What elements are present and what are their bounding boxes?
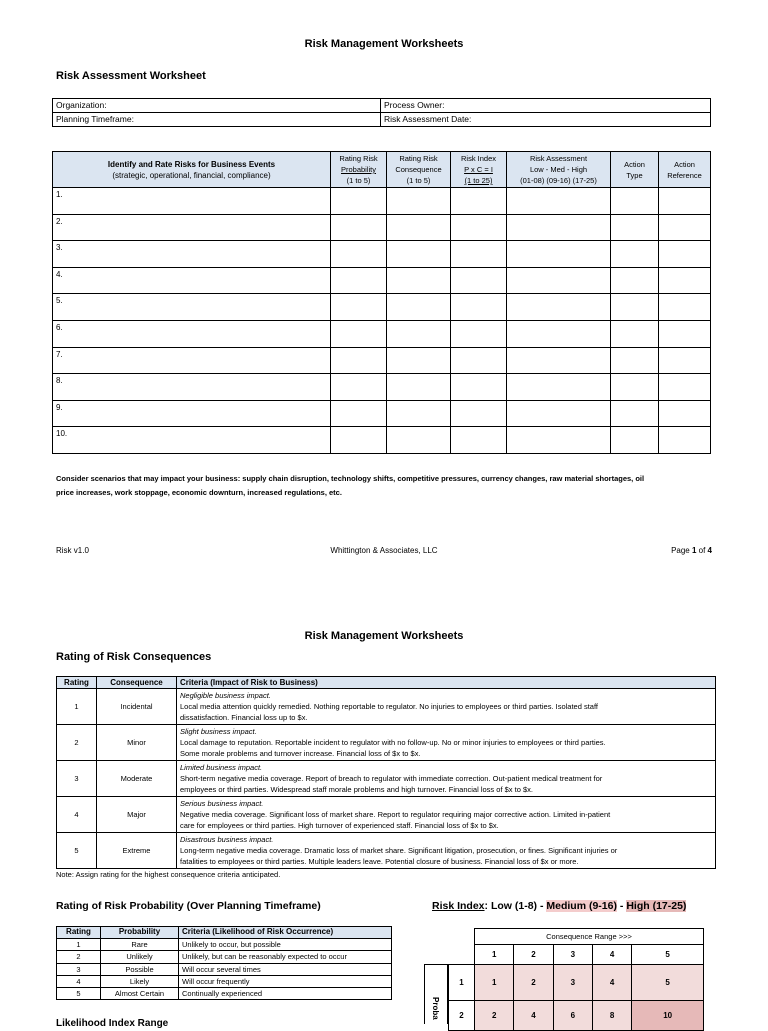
consequence-row xyxy=(57,725,716,761)
action-type-cell[interactable] xyxy=(611,347,659,374)
header-identify xyxy=(53,152,331,188)
consequence-criteria-line2: care for employees or third parties. High turnover of experienced staff. Financial loss of $x to $x. xyxy=(180,821,499,830)
header-probability xyxy=(331,152,387,188)
consequence-criteria-line2: Some morale problems and turnover increase. Financial loss of $x to $x. xyxy=(180,749,421,758)
consequence-row xyxy=(57,797,716,833)
matrix-col-label: 3 xyxy=(553,945,592,965)
consequence-impact: Slight business impact. xyxy=(180,727,257,736)
probability-name: Likely xyxy=(101,975,179,987)
matrix-cell: 2 xyxy=(475,1001,514,1031)
consequences-table xyxy=(56,676,716,869)
consequence-criteria-line1: Local damage to reputation. Reportable incident to regulator with no follow-up. No or minor injuries to employees or third parties. xyxy=(180,738,606,747)
planning-timeframe-label: Planning Timeframe: xyxy=(56,114,134,124)
matrix-cell: 1 xyxy=(475,965,514,1001)
consequence-cell[interactable] xyxy=(387,347,451,374)
risk-event-cell[interactable]: 7. xyxy=(53,347,331,374)
matrix-side-label-box xyxy=(424,964,448,1024)
header-action-ref-line2: Reference xyxy=(667,170,702,180)
action-type-cell[interactable] xyxy=(611,214,659,241)
action-type-cell[interactable] xyxy=(611,427,659,454)
consequence-criteria xyxy=(177,725,716,761)
risk-assessment-cell[interactable] xyxy=(507,400,611,427)
probability-row xyxy=(57,951,392,963)
probability-criteria: Unlikely, but can be reasonably expected to occur xyxy=(179,951,392,963)
cons-header-criteria: Criteria (Impact of Risk to Business) xyxy=(177,677,716,689)
matrix-cell: 10 xyxy=(632,1001,704,1031)
header-prob-line3: (1 to 5) xyxy=(346,176,371,185)
probability-cell[interactable] xyxy=(331,320,387,347)
consequence-criteria-line2: dissatisfaction. Financial loss up to $x. xyxy=(180,713,308,722)
consequence-criteria-line1: Short-term negative media coverage. Report of breach to regulator with immediate correction. Out-patient medical treatment for xyxy=(180,774,603,783)
risk-index-medium: Medium (9-16) xyxy=(546,900,617,912)
header-risk-index xyxy=(451,152,507,188)
action-reference-cell[interactable] xyxy=(659,294,711,321)
action-reference-cell[interactable] xyxy=(659,427,711,454)
probability-name: Almost Certain xyxy=(101,988,179,1000)
risk-index-cell[interactable] xyxy=(451,267,507,294)
matrix-corner-2 xyxy=(449,945,475,965)
probability-rating: 5 xyxy=(57,988,101,1000)
scenarios-note-line1: Consider scenarios that may impact your business: supply chain disruption, technology shifts, competitive pressures, currency changes, raw material shortages, oil xyxy=(56,474,645,483)
risk-index-sep-1: - xyxy=(537,900,547,912)
probability-cell[interactable] xyxy=(331,400,387,427)
probability-cell[interactable] xyxy=(331,188,387,215)
page2-title: Risk Management Worksheets xyxy=(304,630,464,642)
footer-page-of: of xyxy=(696,546,708,555)
consequence-criteria xyxy=(177,833,716,869)
consequence-cell[interactable] xyxy=(387,267,451,294)
probability-criteria: Continually experienced xyxy=(179,988,392,1000)
consequence-row xyxy=(57,833,716,869)
action-type-cell[interactable] xyxy=(611,241,659,268)
consequence-name: Major xyxy=(97,797,177,833)
risk-row xyxy=(53,400,711,427)
risk-event-cell[interactable]: 2. xyxy=(53,214,331,241)
matrix-cell: 6 xyxy=(553,1001,592,1031)
probability-rating: 1 xyxy=(57,939,101,951)
risk-event-cell[interactable]: 10. xyxy=(53,427,331,454)
org-info-table xyxy=(52,98,711,127)
likelihood-partial-title: Likelihood Index Range xyxy=(56,1018,169,1029)
risk-row xyxy=(53,320,711,347)
risk-row xyxy=(53,427,711,454)
risk-index-label: Risk Index xyxy=(432,900,485,912)
consequence-criteria-line1: Long-term negative media coverage. Dramatic loss of market share. Significant litigation, prosecution, or fines. Significant injuries or xyxy=(180,846,618,855)
consequence-rating: 2 xyxy=(57,725,97,761)
matrix-row xyxy=(449,1001,704,1031)
matrix-col-label: 2 xyxy=(514,945,553,965)
header-index-line1: Risk Index xyxy=(460,154,496,163)
header-prob-line1: Rating Risk xyxy=(339,154,378,163)
consequence-cell[interactable] xyxy=(387,374,451,401)
probability-rating: 4 xyxy=(57,975,101,987)
risk-event-cell[interactable]: 1. xyxy=(53,188,331,215)
risk-assessment-cell[interactable] xyxy=(507,267,611,294)
risk-event-cell[interactable]: 9. xyxy=(53,400,331,427)
risk-assessment-cell[interactable] xyxy=(507,427,611,454)
probability-cell[interactable] xyxy=(331,347,387,374)
risk-assessment-cell[interactable] xyxy=(507,188,611,215)
scenarios-note xyxy=(56,472,716,500)
organization-label: Organization: xyxy=(56,100,107,110)
matrix-col-label: 5 xyxy=(632,945,704,965)
matrix-corner xyxy=(449,929,475,945)
probability-name: Possible xyxy=(101,963,179,975)
header-index-line3: (1 to 25) xyxy=(464,176,493,185)
risk-assessment-cell[interactable] xyxy=(507,347,611,374)
consequence-criteria-line2: employees or third parties. Widespread staff morale problems and high turnover. Financial loss of $x to $x. xyxy=(180,785,533,794)
risk-event-cell[interactable]: 4. xyxy=(53,267,331,294)
risk-matrix xyxy=(448,928,704,1031)
header-cons-line1: Rating Risk xyxy=(399,154,438,163)
risk-index-low: Low (1-8) xyxy=(490,900,538,912)
risk-assessment-cell[interactable] xyxy=(507,320,611,347)
probability-cell[interactable] xyxy=(331,241,387,268)
action-reference-cell[interactable] xyxy=(659,374,711,401)
prob-header-criteria: Criteria (Likelihood of Risk Occurrence) xyxy=(179,927,392,939)
consequence-name: Moderate xyxy=(97,761,177,797)
risk-index-cell[interactable] xyxy=(451,294,507,321)
planning-timeframe-field[interactable] xyxy=(53,113,381,127)
consequence-row xyxy=(57,689,716,725)
action-type-cell[interactable] xyxy=(611,374,659,401)
consequence-criteria xyxy=(177,797,716,833)
consequence-cell[interactable] xyxy=(387,188,451,215)
footer-page-current: 1 xyxy=(691,546,697,555)
matrix-cell: 2 xyxy=(514,965,553,1001)
matrix-cell: 5 xyxy=(632,965,704,1001)
consequence-impact: Disastrous business impact. xyxy=(180,835,274,844)
consequence-rating: 4 xyxy=(57,797,97,833)
action-reference-cell[interactable] xyxy=(659,347,711,374)
header-assess-line2: Low - Med - High xyxy=(529,165,588,174)
probability-row xyxy=(57,963,392,975)
process-owner-field[interactable] xyxy=(381,99,711,113)
consequence-cell[interactable] xyxy=(387,427,451,454)
header-action-type-line1: Action xyxy=(624,159,645,169)
risk-index-cell[interactable] xyxy=(451,374,507,401)
matrix-cell: 8 xyxy=(592,1001,631,1031)
risk-event-cell[interactable]: 5. xyxy=(53,294,331,321)
risk-index-cell[interactable] xyxy=(451,427,507,454)
consequence-rating: 1 xyxy=(57,689,97,725)
header-cons-line2: Consequence xyxy=(395,165,442,174)
risk-row xyxy=(53,214,711,241)
action-reference-cell[interactable] xyxy=(659,400,711,427)
action-reference-cell[interactable] xyxy=(659,267,711,294)
risk-assessment-cell[interactable] xyxy=(507,241,611,268)
section-title: Risk Assessment Worksheet xyxy=(56,70,206,82)
cons-header-consequence: Consequence xyxy=(97,677,177,689)
consequence-criteria xyxy=(177,689,716,725)
matrix-col-label: 1 xyxy=(475,945,514,965)
organization-field[interactable] xyxy=(53,99,381,113)
consequence-impact: Negligible business impact. xyxy=(180,691,271,700)
header-action-type xyxy=(611,152,659,188)
matrix-cell: 3 xyxy=(553,965,592,1001)
consequences-note: Note: Assign rating for the highest consequence criteria anticipated. xyxy=(56,870,281,879)
risk-row xyxy=(53,241,711,268)
consequence-criteria-line1: Negative media coverage. Significant loss of market share. Report to regulator requiring major corrective action. Limited in-patient xyxy=(180,810,611,819)
risk-index-cell[interactable] xyxy=(451,400,507,427)
header-identify-line2: (strategic, operational, financial, compliance) xyxy=(112,170,271,180)
header-index-line2: P x C = I xyxy=(464,165,493,174)
probability-criteria: Will occur frequently xyxy=(179,975,392,987)
probability-name: Unlikely xyxy=(101,951,179,963)
probability-title: Rating of Risk Probability (Over Planning Timeframe) xyxy=(56,900,321,912)
page-title: Risk Management Worksheets xyxy=(304,38,464,50)
consequence-name: Incidental xyxy=(97,689,177,725)
prob-header-rating: Rating xyxy=(57,927,101,939)
risk-assessment-cell[interactable] xyxy=(507,214,611,241)
action-type-cell[interactable] xyxy=(611,400,659,427)
footer-company: Whittington & Associates, LLC xyxy=(330,546,438,555)
consequence-criteria xyxy=(177,761,716,797)
action-reference-cell[interactable] xyxy=(659,241,711,268)
header-action-type-line2: Type xyxy=(626,170,643,180)
action-reference-cell[interactable] xyxy=(659,320,711,347)
footer-page-number xyxy=(671,546,712,555)
risk-event-cell[interactable]: 6. xyxy=(53,320,331,347)
matrix-side-label: Proba xyxy=(431,997,440,1020)
consequence-cell[interactable] xyxy=(387,241,451,268)
consequences-title: Rating of Risk Consequences xyxy=(56,651,212,663)
action-type-cell[interactable] xyxy=(611,320,659,347)
consequence-criteria-line2: fatalities to employees or third parties. Multiple leaders leave. Potential closure of business. Financial loss of $x or more. xyxy=(180,857,579,866)
risk-event-cell[interactable]: 8. xyxy=(53,374,331,401)
action-type-cell[interactable] xyxy=(611,188,659,215)
matrix-row xyxy=(449,965,704,1001)
consequence-cell[interactable] xyxy=(387,294,451,321)
action-reference-cell[interactable] xyxy=(659,214,711,241)
footer-page-prefix: Page xyxy=(671,546,692,555)
risk-row xyxy=(53,347,711,374)
consequence-impact: Serious business impact. xyxy=(180,799,264,808)
prob-header-probability: Probability xyxy=(101,927,179,939)
matrix-col-label: 4 xyxy=(592,945,631,965)
header-action-ref-line1: Action xyxy=(674,159,695,169)
consequence-impact: Limited business impact. xyxy=(180,763,263,772)
probability-name: Rare xyxy=(101,939,179,951)
risk-row xyxy=(53,294,711,321)
risk-index-sep-2: - xyxy=(616,900,627,912)
consequence-criteria-line1: Local media attention quickly remedied. Nothing reportable to regulator. No injuries to employees or third parties. Isolated staff xyxy=(180,702,599,711)
risk-worksheet-table xyxy=(52,151,711,454)
probability-table xyxy=(56,926,392,1000)
scenarios-note-line2: price increases, work stoppage, economic downturn, increased regulations, etc. xyxy=(56,488,342,497)
risk-assessment-cell[interactable] xyxy=(507,374,611,401)
probability-criteria: Unlikely to occur, but possible xyxy=(179,939,392,951)
risk-assessment-date-field[interactable] xyxy=(381,113,711,127)
matrix-cell: 4 xyxy=(514,1001,553,1031)
matrix-cell: 4 xyxy=(592,965,631,1001)
action-reference-cell[interactable] xyxy=(659,188,711,215)
risk-row xyxy=(53,267,711,294)
header-risk-assessment xyxy=(507,152,611,188)
probability-row xyxy=(57,939,392,951)
consequence-cell[interactable] xyxy=(387,214,451,241)
consequence-rating: 5 xyxy=(57,833,97,869)
risk-index-cell[interactable] xyxy=(451,320,507,347)
probability-rating: 2 xyxy=(57,951,101,963)
probability-cell[interactable] xyxy=(331,214,387,241)
matrix-row-label: 2 xyxy=(449,1001,475,1031)
probability-cell[interactable] xyxy=(331,294,387,321)
footer-page-total: 4 xyxy=(707,546,712,555)
risk-assessment-cell[interactable] xyxy=(507,294,611,321)
probability-row xyxy=(57,975,392,987)
header-cons-line3: (1 to 5) xyxy=(406,176,431,185)
matrix-header: Consequence Range >>> xyxy=(475,929,704,945)
consequence-row xyxy=(57,761,716,797)
probability-cell[interactable] xyxy=(331,427,387,454)
consequence-cell[interactable] xyxy=(387,320,451,347)
header-prob-line2: Probability xyxy=(340,165,377,174)
risk-assessment-date-label: Risk Assessment Date: xyxy=(384,114,472,124)
action-type-cell[interactable] xyxy=(611,267,659,294)
probability-cell[interactable] xyxy=(331,374,387,401)
probability-row xyxy=(57,988,392,1000)
risk-index-legend xyxy=(432,900,686,912)
consequence-name: Minor xyxy=(97,725,177,761)
risk-row xyxy=(53,374,711,401)
matrix-row-label: 1 xyxy=(449,965,475,1001)
process-owner-label: Process Owner: xyxy=(384,100,445,110)
consequence-name: Extreme xyxy=(97,833,177,869)
action-type-cell[interactable] xyxy=(611,294,659,321)
footer-version: Risk v1.0 xyxy=(56,546,89,555)
risk-index-high: High (17-25) xyxy=(626,900,687,912)
cons-header-rating: Rating xyxy=(57,677,97,689)
consequence-rating: 3 xyxy=(57,761,97,797)
risk-index-cell[interactable] xyxy=(451,241,507,268)
header-assess-line3: (01-08) (09-16) (17-25) xyxy=(520,176,597,185)
risk-index-colon: : xyxy=(484,900,491,912)
probability-rating: 3 xyxy=(57,963,101,975)
probability-cell[interactable] xyxy=(331,267,387,294)
header-action-reference xyxy=(659,152,711,188)
header-assess-line1: Risk Assessment xyxy=(529,154,588,163)
probability-criteria: Will occur several times xyxy=(179,963,392,975)
header-consequence xyxy=(387,152,451,188)
risk-index-cell[interactable] xyxy=(451,188,507,215)
consequence-cell[interactable] xyxy=(387,400,451,427)
risk-row xyxy=(53,188,711,215)
header-identify-line1: Identify and Rate Risks for Business Events xyxy=(107,159,276,169)
risk-index-cell[interactable] xyxy=(451,214,507,241)
risk-event-cell[interactable]: 3. xyxy=(53,241,331,268)
risk-index-cell[interactable] xyxy=(451,347,507,374)
